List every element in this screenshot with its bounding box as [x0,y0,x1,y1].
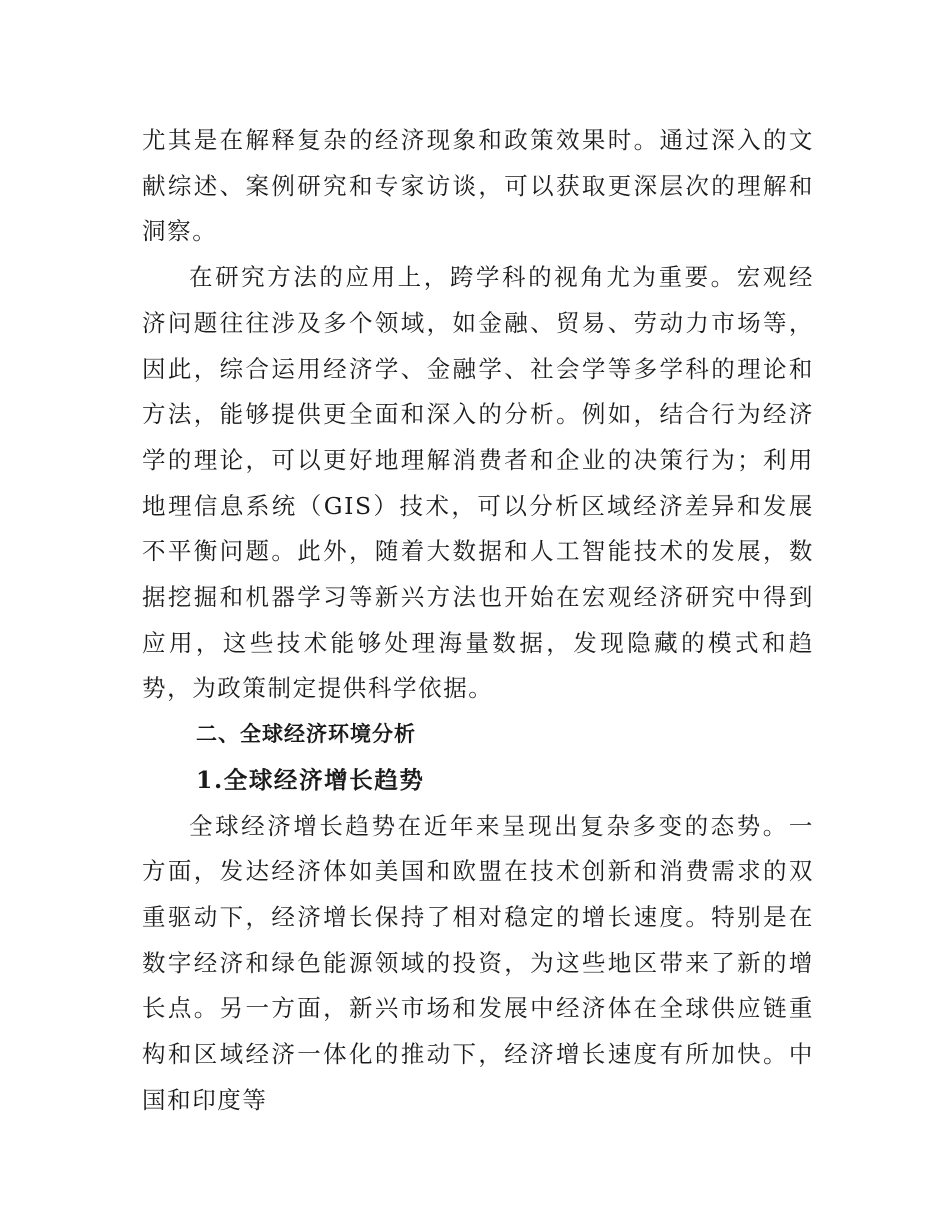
paragraph-global-growth: 全球经济增长趋势在近年来呈现出复杂多变的态势。一方面，发达经济体如美国和欧盟在技术创新和消费需求的双重驱动下，经济增长保持了相对稳定的增长速度。特别是在数字经济和绿色能源领域的投资，为这些地区带来了新的增长点。另一方面，新兴市场和发展中经济体在全球供应链重构和区域经济一体化的推动下，经济增长速度有所加快。中国和印度等 [142,811,814,1114]
document-page [142,118,814,1123]
paragraph-continuation: 尤其是在解释复杂的经济现象和政策效果时。通过深入的文献综述、案例研究和专家访谈，可以获取更深层次的理解和洞察。 [142,126,814,246]
section-heading: 二、全球经济环境分析 [196,722,416,747]
subsection-heading: 1.全球经济增长趋势 [196,765,425,794]
paragraph-research-methods: 在研究方法的应用上，跨学科的视角尤为重要。宏观经济问题往往涉及多个领域，如金融、贸易、劳动力市场等，因此，综合运用经济学、金融学、社会学等多学科的理论和方法，能够提供更全面和深入的分析。例如，结合行为经济学的理论，可以更好地理解消费者和企业的决策行为；利用地理信息系统（GIS）技术，可以分析区域经济差异和发展不平衡问题。此外，随着大数据和人工智能技术的发展，数据挖掘和机器学习等新兴方法也开始在宏观经济研究中得到应用，这些技术能够处理海量数据，发现隐藏的模式和趋势，为政策制定提供科学依据。 [142,263,814,703]
